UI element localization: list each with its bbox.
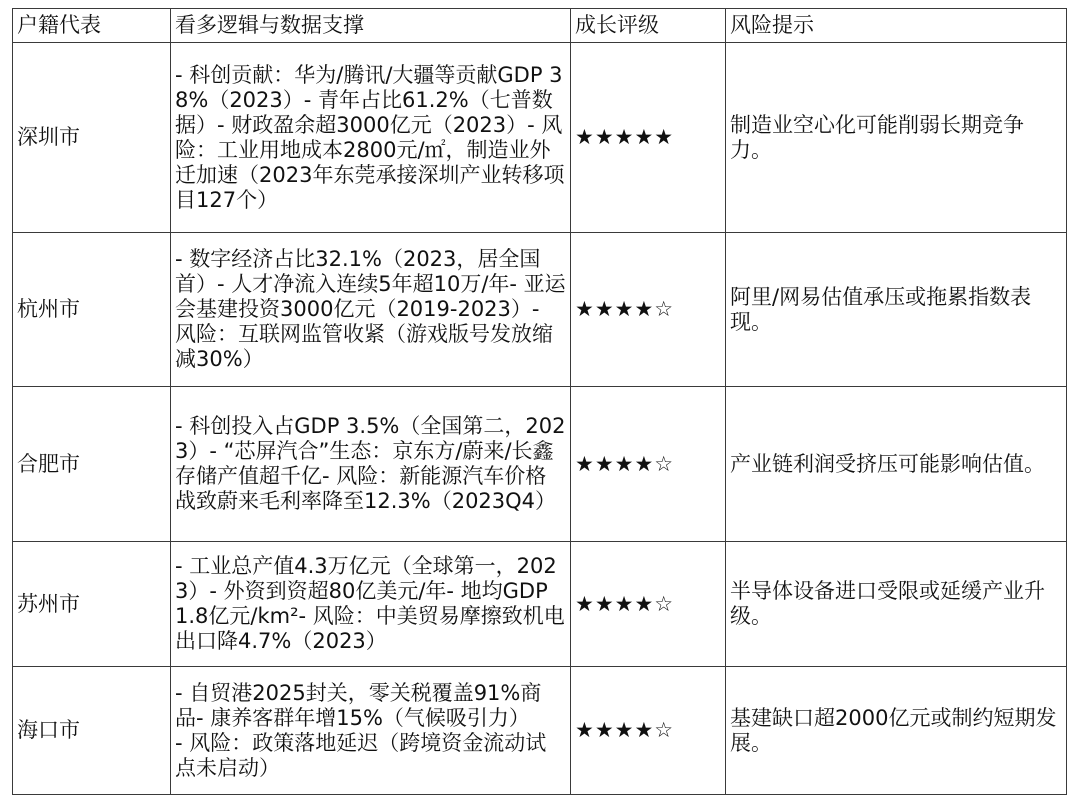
header-rating: 成长评级 <box>571 9 726 43</box>
rating-stars: ★★★★★ <box>571 43 726 233</box>
risk-cell: 制造业空心化可能削弱长期竞争力。 <box>726 43 1067 233</box>
city-growth-table <box>12 8 1067 795</box>
table-row <box>13 233 1067 387</box>
risk-cell: 产业链利润受挤压可能影响估值。 <box>726 387 1067 542</box>
rating-stars: ★★★★☆ <box>571 387 726 542</box>
rating-stars: ★★★★☆ <box>571 542 726 667</box>
logic-cell: - 数字经济占比32.1%（2023，居全国首）- 人才净流入连续5年超10万/年- 亚运会基建投资3000亿元（2019-2023）- 风险：互联网监管收紧（游戏版号发放缩减30%） <box>171 233 571 387</box>
city-cell: 合肥市 <box>13 387 171 542</box>
risk-cell: 半导体设备进口受限或延缓产业升级。 <box>726 542 1067 667</box>
table-row <box>13 387 1067 542</box>
header-risk: 风险提示 <box>726 9 1067 43</box>
city-cell: 苏州市 <box>13 542 171 667</box>
table-row <box>13 667 1067 795</box>
risk-cell: 基建缺口超2000亿元或制约短期发展。 <box>726 667 1067 795</box>
logic-cell: - 科创投入占GDP 3.5%（全国第二，2023）- “芯屏汽合”生态：京东方/蔚来/长鑫存储产值超千亿- 风险：新能源汽车价格战致蔚来毛利率降至12.3%（2023Q4） <box>171 387 571 542</box>
table-row <box>13 43 1067 233</box>
city-cell: 深圳市 <box>13 43 171 233</box>
logic-cell: - 工业总产值4.3万亿元（全球第一，2023）- 外资到资超80亿美元/年- 地均GDP 1.8亿元/km²- 风险：中美贸易摩擦致机电出口降4.7%（2023） <box>171 542 571 667</box>
city-cell: 杭州市 <box>13 233 171 387</box>
table-header-row <box>13 9 1067 43</box>
logic-cell: - 科创贡献：华为/腾讯/大疆等贡献GDP 38%（2023）- 青年占比61.2%（七普数据）- 财政盈余超3000亿元（2023）- 风险：工业用地成本2800元/㎡，制造业外迁加速（2023年东莞承接深圳产业转移项目127个） <box>171 43 571 233</box>
logic-cell: - 自贸港2025封关，零关税覆盖91%商品- 康养客群年增15%（气候吸引力） - 风险：政策落地延迟（跨境资金流动试点未启动） <box>171 667 571 795</box>
table-row <box>13 542 1067 667</box>
rating-stars: ★★★★☆ <box>571 667 726 795</box>
header-logic: 看多逻辑与数据支撑 <box>171 9 571 43</box>
header-city: 户籍代表 <box>13 9 171 43</box>
city-cell: 海口市 <box>13 667 171 795</box>
rating-stars: ★★★★☆ <box>571 233 726 387</box>
risk-cell: 阿里/网易估值承压或拖累指数表现。 <box>726 233 1067 387</box>
